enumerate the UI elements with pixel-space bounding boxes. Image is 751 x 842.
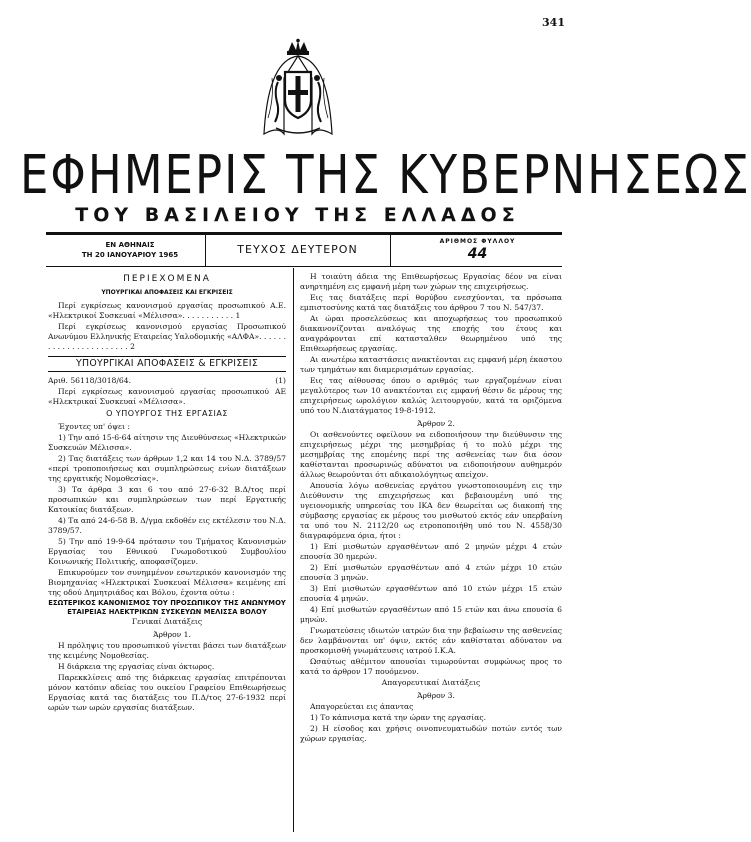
article-heading: Άρθρον 1. <box>153 630 191 639</box>
contents-title: ΠΕΡΙΕΧΟΜΕΝΑ <box>123 274 211 284</box>
minister-heading: Ο ΥΠΟΥΡΓΟΣ ΤΗΣ ΕΡΓΑΣΙΑΣ <box>106 409 228 418</box>
paragraph: Ωσαύτως αθέμιτον απουσίαι τιμωρούνται συμφώνως προς το κατά το άρθρον 17 πουόμενον. <box>300 657 562 676</box>
paragraph: 3) Τα άρθρα 3 και 6 του από 27-6-32 Β.Δ/τος περί προσωπικών και συμπληρώσεων των περί Εργατικής Κατοικίας διατάξεων. <box>48 485 286 514</box>
decision-mark: (1) <box>275 376 286 385</box>
coat-of-arms-emblem <box>258 38 338 140</box>
decision-reference <box>48 376 286 386</box>
toc-entry: Περί εγκρίσεως κανονισμού εργασίας προσωπικού Α.Ε. «Ηλεκτρικοί Συσκευαί «Μέλισσα». . . . . . . . . . . 1 <box>48 301 286 320</box>
paragraph: Εις τας αίθουσας όπου ο αριθμός των εργαζομένων είναι μεγαλύτερος των 10 ανακτέονται εις εμφανή θέσιν δε μέρους της επιχειρήσεως ωρολόγιον καλώς λειτουργούν, κατά τα οριζόμενα υπό του Ν.Διατάγματος 19-8-1912. <box>300 376 562 415</box>
paragraph: Οι ασθενούντες οφείλουν να ειδοποιήσουν την διεύθυνσιν της επιχειρήσεως μέχρι της μεσημβρίας ή το πολύ μέχρι της μεσημβρίας της επομένης περί της ασθενείας των δια όσον καθίστανται προσωρινώς αδύνατοι να ειδοποιήσουν αυθημερόν άλλως θεωρούνται ότι αδικαιολόγητως απείχον. <box>300 430 562 479</box>
paragraph: 2) Επί μισθωτών εργασθέντων από 4 ετών μέχρι 10 ετών επουσία 3 μηνών. <box>300 563 562 582</box>
paragraph: 5) Την από 19-9-64 πρότασιν του Τμήματος Κανονισμών Εργασίας του Εθνικού Γνωμοδοτικού Συμβουλίου Κοινωνικής Πολιτικής, αποφασίζομεν. <box>48 537 286 566</box>
paragraph: Απαγορεύεται εις άπαντας <box>310 702 414 711</box>
paragraph: 4) Τα από 24-6-58 Β. Δ/γμα εκδοθέν εις εκτέλεσιν του Ν.Δ. 3789/57. <box>48 516 286 535</box>
paragraph: Εις τας διατάξεις περί θορύβου ενεσχύονται, τα πρόσωπα εμπιστοσύνης κατά τας διατάξεις του άρθρου 7 του Ν. 547/37. <box>300 293 562 312</box>
subheading: Απαγορευτικαί Διατάξεις <box>381 678 481 687</box>
issue-place-date <box>60 240 200 260</box>
issue-number-label: ΑΡΙΘΜΟΣ ΦΥΛΛΟΥ <box>439 238 516 245</box>
paragraph: Επικυρούμεν τον συνημμένον εσωτερικόν κανονισμόν της Βιομηχανίας «Ηλεκτρικαί Συσκευαί Μέλισσα» κειμένης επί της οδού Δημητριάδος και Βόλου, έχοντα ούτω : <box>48 568 286 597</box>
paragraph: 1) Επί μισθωτών εργασθέντων από 2 μηνών μέχρι 4 ετών επουσία 30 ημερών. <box>300 542 562 561</box>
right-column <box>300 272 562 745</box>
column-divider <box>293 268 294 832</box>
issue-series: ΤΕΥΧΟΣ ΔΕΥΤΕΡΟΝ <box>237 243 358 256</box>
issue-number-box <box>395 238 560 262</box>
masthead-title: ΕΦΗΜΕΡΙΣ ΤΗΣ ΚΥΒΕΡΝΗΣΕΩΣ <box>20 143 751 206</box>
paragraph: Η τοιαύτη άδεια της Επιθεωρήσεως Εργασίας δέον να είναι ανηρτημένη εις εμφανή μέρη των χώρων της επιχειρήσεως. <box>300 272 562 291</box>
article-heading: Άρθρον 2. <box>417 419 455 428</box>
toc-entry: Περί εγκρίσεως κανονισμού εργασίας Προσωπικού Ανωνύμου Ελληνικής Εταιρείας Υαλοδομικής «ΑΛΦΑ». . . . . . . . . . . . . . . . . . . . . . . 2 <box>48 322 286 351</box>
paragraph: Η πρόληψις του προσωπικού γίνεται βάσει των διατάξεων της κειμένης Νομοθεσίας. <box>48 641 286 660</box>
decision-number: Αριθ. 56118/3018/64. <box>48 376 132 385</box>
issue-place: ΕΝ ΑΘΗΝΑΙΣ <box>105 241 155 249</box>
page-number: 341 <box>542 16 565 29</box>
header-divider <box>390 235 391 266</box>
masthead-subtitle: ΤΟΥ ΒΑΣΙΛΕΙΟΥ ΤΗΣ ΕΛΛΑΔΟΣ <box>75 204 520 226</box>
paragraph: Η διάρκεια της εργασίας είναι όκτωρος. <box>58 662 215 671</box>
paragraph: 4) Επί μισθωτών εργασθέντων από 15 ετών και άνω επουσία 6 μηνών. <box>300 605 562 624</box>
paragraph: 1) Την από 15-6-64 αίτησιν της Διευθύνσεως «Ηλεκτρικών Συσκευών Μέλισσα». <box>48 433 286 452</box>
paragraph: 2) Η είσοδος και χρήσις οινοπνευματωδών ποτών εντός των χώρων εργασίας. <box>300 724 562 743</box>
paragraph: 2) Τας διατάξεις των άρθρων 1,2 και 14 του Ν.Δ. 3789/57 «περί τροποποιήσεως και συμπληρώσεως ενίων διατάξεων της εργατικής Νομοθεσίας». <box>48 454 286 483</box>
section-title: ΥΠΟΥΡΓΙΚΑΙ ΑΠΟΦΑΣΕΙΣ & ΕΓΚΡΙΣΕΙΣ <box>48 356 286 372</box>
paragraph: 1) Το κάπνισμα κατά την ώραν της εργασίας. <box>310 713 487 722</box>
paragraph: Παρεκκλίσεις από της διάρκειας εργασίας επιτρέπονται μόνον κατόπιν αδείας του οικείου Γραφείου Επιθεωρήσεως Εργασίας κατά τας διατάξεις του Π.Δ/τος 27-6-1932 περί ωρών των ωρών εργασίας διατάξεων. <box>48 673 286 712</box>
shield-icon <box>285 72 311 118</box>
issue-date: ΤΗ 20 ΙΑΝΟΥΑΡΙΟΥ 1965 <box>81 251 179 259</box>
paragraph: Γνωματεύσεις ιδιωτών ιατρών δια την βεβαίωσιν της ασθενείας δεν λαμβάνονται υπ' όψιν, εκτός εάν καθίσταται αδύνατον να προσκομισθή γνωμάτευσις ιατρού Ι.Κ.Α. <box>300 626 562 655</box>
regulation-title: ΕΣΩΤΕΡΙΚΟΣ ΚΑΝΟΝΙΣΜΟΣ ΤΟΥ ΠΡΟΣΩΠΙΚΟΥ ΤΗΣ ΑΝΩΝΥΜΟΥ ΕΤΑΙΡΕΙΑΣ ΗΛΕΚΤΡΙΚΩΝ ΣΥΣΚΕΥΩΝ ΜΕΛΙΣΣΑ ΒΟΛΟΥ <box>48 599 286 616</box>
subheading: Γενικαί Διατάξεις <box>131 617 203 626</box>
contents-subtitle: ΥΠΟΥΡΓΙΚΑΙ ΑΠΟΦΑΣΕΙΣ ΚΑΙ ΕΓΚΡΙΣΕΙΣ <box>101 289 233 296</box>
header-rule <box>46 232 562 235</box>
paragraph: Έχοντες υπ' όψει : <box>58 422 130 431</box>
paragraph: Αι ώραι προσελεύσεως και αποχωρήσεως του προσωπικού διακανονίζονται αναλόγως της εποχής του έτους και αναγράφονται επί κατασταλθεν θεωρημένου υπό της Επιθεωρήσεως εργασίας. <box>300 314 562 353</box>
paragraph: 3) Επί μισθωτών εργασθέντων από 10 ετών μέχρι 15 ετών επουσία 4 μηνών. <box>300 584 562 603</box>
paragraph: Αι ανωτέρω καταστάσεις ανακτέονται εις εμφανή μέρη έκαστου των τμημάτων και διαμερισμάτων εργασίας. <box>300 355 562 374</box>
left-column <box>48 272 286 714</box>
header-rule <box>46 266 562 267</box>
article-heading: Άρθρον 3. <box>417 691 455 700</box>
crown-icon <box>287 39 309 55</box>
decision-description: Περί εγκρίσεως κανονισμού εργασίας προσωπικού ΑΕ «Ηλεκτρικαί Συσκευαί «Μέλισσα». <box>48 387 286 406</box>
header-divider <box>205 235 206 266</box>
issue-number: 44 <box>467 246 488 262</box>
paragraph: Απουσία λόγω ασθενείας εργάτου γνωστοποιουμένη εις την Διεύθυνσιν της επιχειρήσεως και βεβαιουμένη υπό της υγειονομικής υπηρεσίας του ΙΚΑ δεν θεωρείται ως διακοπή της σύμβασης εργασίας εκ μέρους του μισθωτού εκτός εάν υπερβαίνη τα υπό του Ν. 2112/20 ως ετροποποιήθη υπό του Ν. 4558/30 διαγραφόμενα όρια, ήτοι : <box>300 481 562 540</box>
